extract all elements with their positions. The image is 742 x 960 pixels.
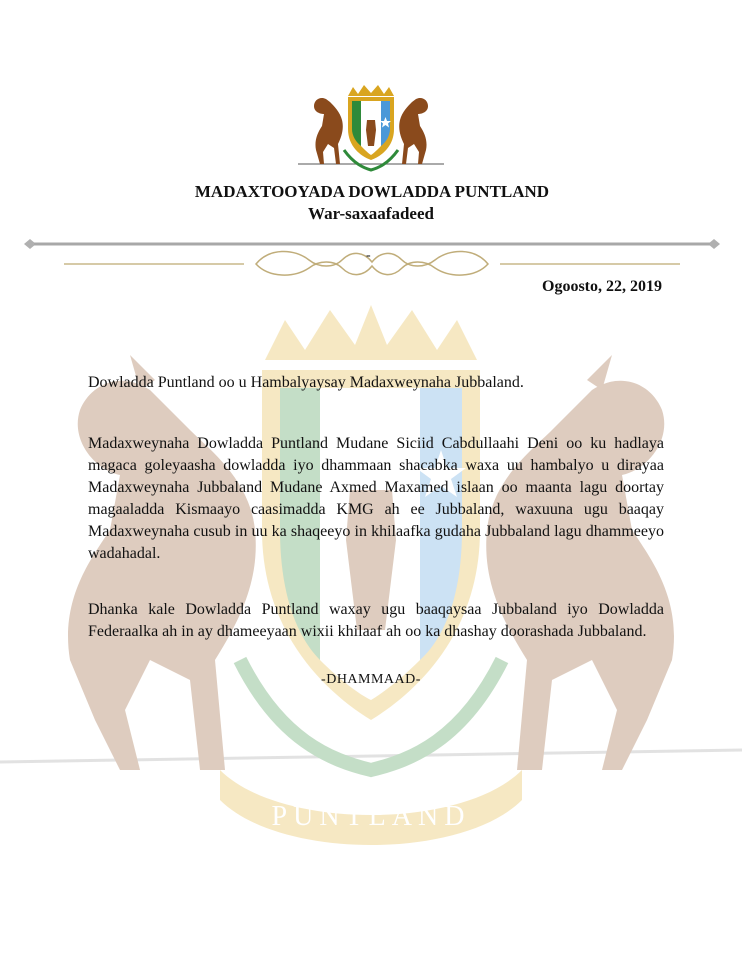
document-date: Ogoosto, 22, 2019 [542, 278, 662, 295]
document-type: War-saxaafadeed [308, 204, 434, 223]
closing-mark: -DHAMMAAD- [321, 672, 421, 687]
body-paragraph-1: Madaxweynaha Dowladda Puntland Mudane Siciid Cabdullaahi Deni oo ku hadlaya magaca goleyaasha dowladda iyo dhammaan shacabka waxa uu hambalyo u dirayaa Madaxweynaha Jubbaland Mudane Axmed Maxamed islaan oo maanta lagu doortay magaaladda Kismaayo caasimadda KMG ah ee Jubbaland, waxuuna ugu baaqay Madaxweynaha cusub in uu ka shaqeeyo in khilaafka gudaha Jubbaland lagu dhammeeyo wadahadal. [88, 435, 664, 562]
watermark-label: PUNTLAND [271, 801, 471, 832]
press-headline: Dowladda Puntland oo u Hambalyaysay Madaxweynaha Jubbaland. [88, 374, 524, 391]
divider-mark: - [366, 248, 371, 263]
emblem-left-horse-icon [314, 98, 343, 164]
office-title: MADAXTOOYADA DOWLADDA PUNTLAND [194, 182, 550, 201]
body-paragraph-2: Dhanka kale Dowladda Puntland waxay ugu baaqaysaa Jubbaland iyo Dowladda Federaalka ah in ay dhameeyaan wixii khilaaf ah oo ka dhashay doorashada Jubbaland. [88, 601, 664, 640]
crown-icon [265, 305, 477, 360]
flourish-ornament [256, 251, 488, 275]
emblem-crown-icon [348, 85, 394, 96]
decorative-divider [24, 234, 720, 280]
emblem-right-horse-icon [399, 98, 428, 164]
puntland-emblem [296, 84, 446, 179]
